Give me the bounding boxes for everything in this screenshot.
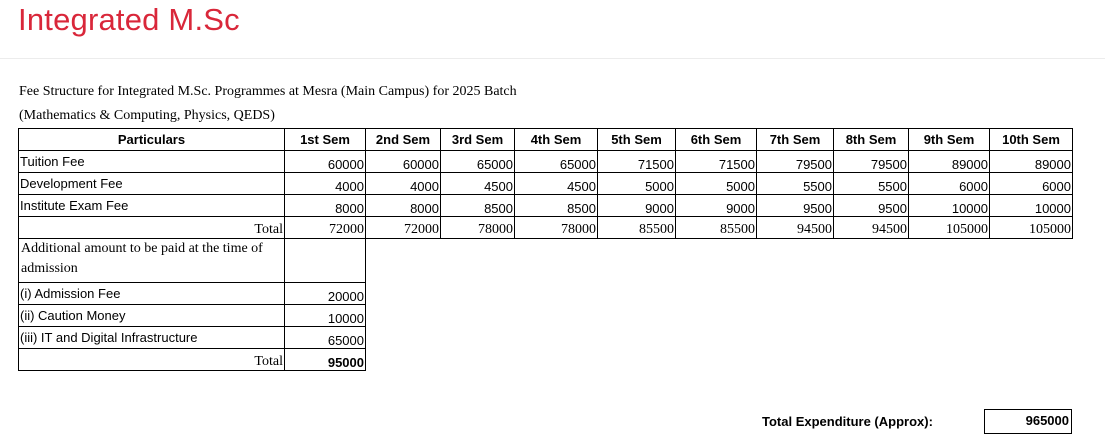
fee-cell: 4500: [441, 173, 515, 195]
column-header-sem: 10th Sem: [990, 129, 1073, 151]
additional-heading-value-cell: [285, 239, 366, 283]
fee-cell: 8000: [285, 195, 366, 217]
total-cell: 72000: [285, 217, 366, 239]
column-header-sem: 7th Sem: [757, 129, 834, 151]
total-cell: 94500: [834, 217, 909, 239]
column-header-particulars: Particulars: [19, 129, 285, 151]
fee-cell: 60000: [285, 151, 366, 173]
total-cell: 72000: [366, 217, 441, 239]
column-header-sem: 4th Sem: [515, 129, 598, 151]
row-label: Tuition Fee: [19, 151, 285, 173]
total-expenditure-value: 965000: [984, 409, 1072, 434]
table-row-tuition-fee: [19, 151, 1073, 173]
fee-cell: 6000: [990, 173, 1073, 195]
fee-cell: 8000: [366, 195, 441, 217]
additional-row-it-infrastructure: [19, 327, 1073, 349]
total-label: Total: [19, 349, 285, 371]
fee-cell: 65000: [515, 151, 598, 173]
column-header-sem: 1st Sem: [285, 129, 366, 151]
column-header-sem: 9th Sem: [909, 129, 990, 151]
column-header-sem: 3rd Sem: [441, 129, 515, 151]
fee-cell: 9000: [676, 195, 757, 217]
fee-cell: 89000: [990, 151, 1073, 173]
fee-cell: 89000: [909, 151, 990, 173]
row-label: Development Fee: [19, 173, 285, 195]
fee-cell: 65000: [285, 327, 366, 349]
fee-cell: 4500: [515, 173, 598, 195]
total-cell: 105000: [909, 217, 990, 239]
page-title: Integrated M.Sc: [18, 2, 240, 37]
table-row-total: [19, 217, 1073, 239]
row-label: (i) Admission Fee: [19, 283, 285, 305]
column-header-sem: 6th Sem: [676, 129, 757, 151]
fee-cell: 60000: [366, 151, 441, 173]
fee-cell: 5500: [834, 173, 909, 195]
fee-cell: 8500: [515, 195, 598, 217]
fee-cell: 71500: [676, 151, 757, 173]
fee-cell: 5500: [757, 173, 834, 195]
fee-cell: 4000: [285, 173, 366, 195]
fee-cell: 10000: [990, 195, 1073, 217]
table-header-row: [19, 129, 1073, 151]
total-cell: 105000: [990, 217, 1073, 239]
programmes-caption: (Mathematics & Computing, Physics, QEDS): [19, 108, 275, 123]
fee-structure-caption: Fee Structure for Integrated M.Sc. Programmes at Mesra (Main Campus) for 2025 Batch: [19, 84, 517, 99]
table-row-development-fee: [19, 173, 1073, 195]
row-label: (iii) IT and Digital Infrastructure: [19, 327, 285, 349]
total-expenditure-label: Total Expenditure (Approx):: [762, 414, 933, 429]
fee-cell: 9000: [598, 195, 676, 217]
table-row-institute-exam-fee: [19, 195, 1073, 217]
fee-cell: 71500: [598, 151, 676, 173]
row-label: (ii) Caution Money: [19, 305, 285, 327]
fee-cell: 4000: [366, 173, 441, 195]
fee-cell: 65000: [441, 151, 515, 173]
fee-cell: 79500: [757, 151, 834, 173]
total-cell: 95000: [285, 349, 366, 371]
fee-cell: 79500: [834, 151, 909, 173]
fee-cell: 6000: [909, 173, 990, 195]
total-cell: 94500: [757, 217, 834, 239]
title-divider: [0, 58, 1105, 59]
column-header-sem: 5th Sem: [598, 129, 676, 151]
additional-row-admission-fee: [19, 283, 1073, 305]
fee-cell: 9500: [834, 195, 909, 217]
column-header-sem: 2nd Sem: [366, 129, 441, 151]
total-cell: 78000: [441, 217, 515, 239]
additional-row-caution-money: [19, 305, 1073, 327]
fee-cell: 20000: [285, 283, 366, 305]
total-cell: 85500: [676, 217, 757, 239]
additional-amount-heading: Additional amount to be paid at the time of admission: [19, 239, 285, 283]
fee-cell: 8500: [441, 195, 515, 217]
total-cell: 85500: [598, 217, 676, 239]
additional-heading-row: [19, 239, 1073, 283]
fee-cell: 5000: [676, 173, 757, 195]
total-cell: 78000: [515, 217, 598, 239]
row-label: Institute Exam Fee: [19, 195, 285, 217]
fee-structure-table: [18, 128, 1073, 371]
fee-cell: 10000: [909, 195, 990, 217]
fee-cell: 10000: [285, 305, 366, 327]
additional-row-total: [19, 349, 1073, 371]
fee-cell: 9500: [757, 195, 834, 217]
total-label: Total: [19, 217, 285, 239]
fee-cell: 5000: [598, 173, 676, 195]
column-header-sem: 8th Sem: [834, 129, 909, 151]
